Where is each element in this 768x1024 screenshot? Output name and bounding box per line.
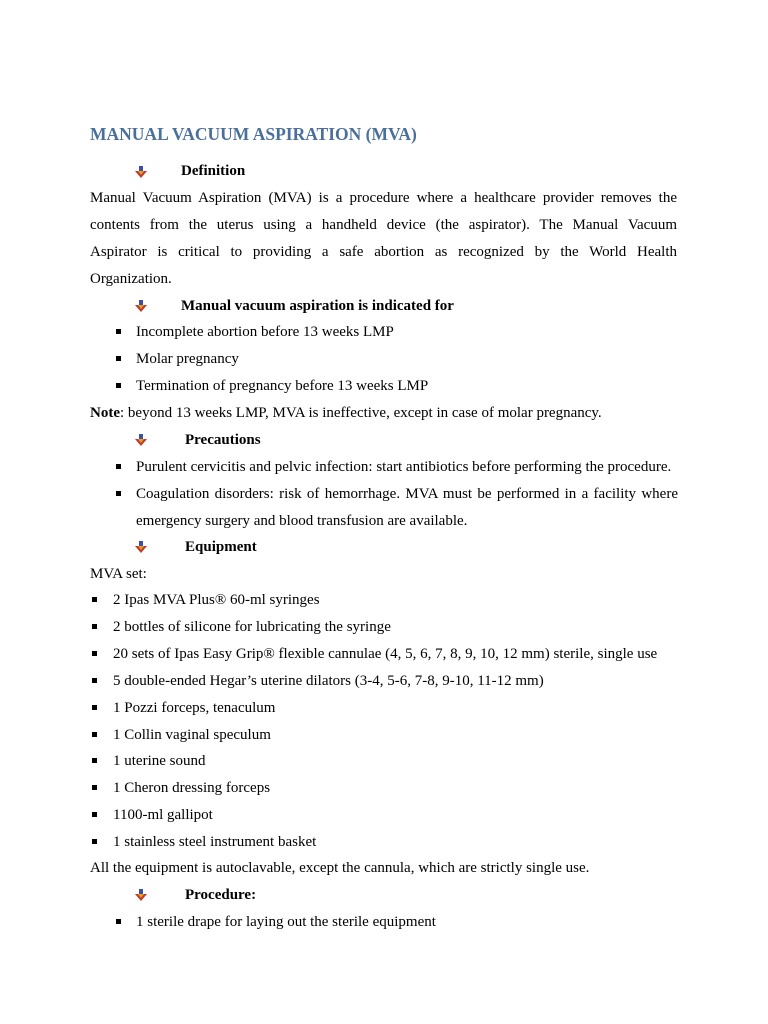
definition-line-2: contents from the uterus using a handheld device (the aspirator). The Manual Vacuum [90,217,677,233]
list-item-continuation: emergency surgery and blood transfusion are available. [136,513,468,529]
list-item: 1 Pozzi forceps, tenaculum [113,700,276,716]
definition-line-3: Aspirator is critical to providing a safe abortion as recognized by the World Health [90,244,677,260]
square-bullet-icon [116,919,121,924]
square-bullet-icon [116,491,121,496]
list-item: 1 uterine sound [113,753,206,769]
square-bullet-icon [92,705,97,710]
definition-line-1: Manual Vacuum Aspiration (MVA) is a procedure where a healthcare provider removes the [90,190,677,206]
equipment-intro: MVA set: [90,566,147,582]
square-bullet-icon [92,812,97,817]
list-item: 2 bottles of silicone for lubricating the syringe [113,619,391,635]
list-item: Termination of pregnancy before 13 weeks LMP [136,378,429,394]
arrow-down-icon [134,165,148,179]
list-item: 1 Collin vaginal speculum [113,727,271,743]
list-item: 20 sets of Ipas Easy Grip® flexible cannulae (4, 5, 6, 7, 8, 9, 10, 12 mm) sterile, single use [113,646,658,662]
square-bullet-icon [116,464,121,469]
square-bullet-icon [92,732,97,737]
list-item: Purulent cervicitis and pelvic infection: start antibiotics before performing the procedure. [136,459,672,475]
note-label: Note [90,405,120,421]
list-item: 5 double-ended Hegar’s uterine dilators (3-4, 5-6, 7-8, 9-10, 11-12 mm) [113,673,544,689]
list-item: Incomplete abortion before 13 weeks LMP [136,324,394,340]
square-bullet-icon [116,356,121,361]
list-item: 1100-ml gallipot [113,807,213,823]
list-item: 1 Cheron dressing forceps [113,780,271,796]
note-text: : beyond 13 weeks LMP, MVA is ineffective, except in case of molar pregnancy. [120,405,602,421]
list-item: 2 Ipas MVA Plus® 60-ml syringes [113,592,320,608]
heading-precautions: Precautions [185,432,261,448]
arrow-down-icon [134,540,148,554]
list-item: 1 stainless steel instrument basket [113,834,317,850]
list-item: 1 sterile drape for laying out the sterile equipment [136,914,436,930]
square-bullet-icon [92,651,97,656]
square-bullet-icon [92,597,97,602]
heading-indications: Manual vacuum aspiration is indicated for [181,298,454,314]
square-bullet-icon [92,839,97,844]
heading-equipment: Equipment [185,539,257,555]
square-bullet-icon [92,785,97,790]
note-line [90,404,602,422]
list-item: Coagulation disorders: risk of hemorrhage. MVA must be performed in a facility where [136,486,678,502]
square-bullet-icon [92,624,97,629]
arrow-down-icon [134,888,148,902]
square-bullet-icon [92,678,97,683]
square-bullet-icon [116,329,121,334]
document-title: MANUAL VACUUM ASPIRATION (MVA) [90,124,417,144]
definition-line-4: Organization. [90,271,172,287]
heading-procedure: Procedure: [185,887,257,903]
list-item: Molar pregnancy [136,351,239,367]
heading-definition: Definition [181,163,246,179]
arrow-down-icon [134,299,148,313]
square-bullet-icon [92,758,97,763]
arrow-down-icon [134,433,148,447]
equipment-footer: All the equipment is autoclavable, except the cannula, which are strictly single use. [90,860,590,876]
square-bullet-icon [116,383,121,388]
